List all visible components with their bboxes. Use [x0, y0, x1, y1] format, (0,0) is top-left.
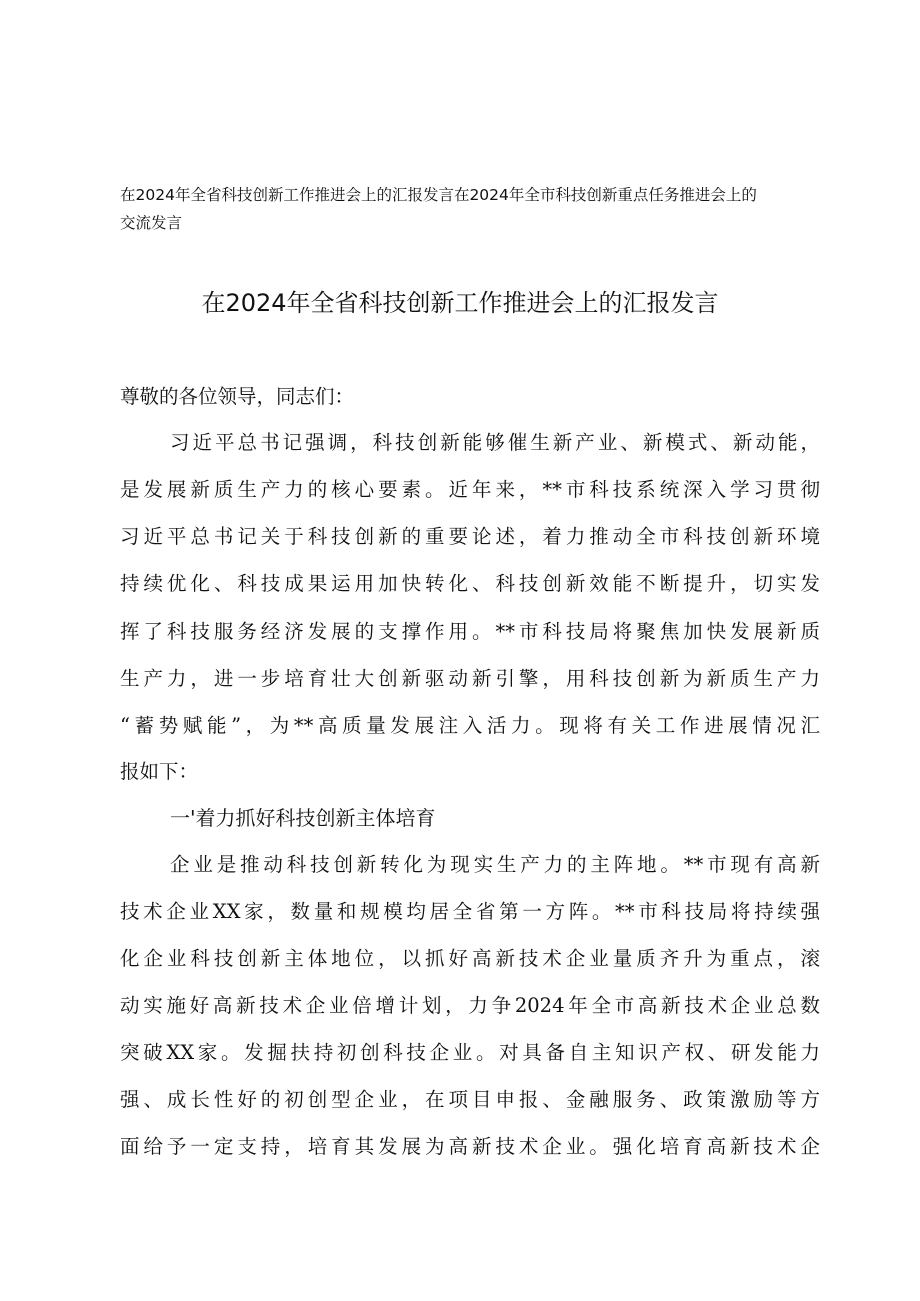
paragraph-2-line: 化企业科技创新主体地位，以抓好高新技术企业量质齐升为重点，滚	[120, 947, 820, 970]
paragraph-1-line: 生产力，进一步培育壮大创新驱动新引擎，用科技创新为新质生产力	[120, 667, 820, 690]
section-heading-1: 一'着力抓好科技创新主体培育	[170, 806, 436, 830]
paragraph-1-line: “蓄势赋能”，为**高质量发展注入活力。现将有关工作进展情况汇	[120, 714, 820, 737]
paragraph-2-line: 动实施好高新技术企业倍增计划，力争2024年全市高新技术企业总数	[120, 994, 820, 1017]
paragraph-1-line: 报如下：	[120, 760, 199, 783]
salutation: 尊敬的各位领导，同志们：	[120, 385, 355, 408]
paragraph-1-line: 挥了科技服务经济发展的支撑作用。**市科技局将聚焦加快发展新质	[120, 620, 820, 643]
header-line-2: 交流发言	[120, 214, 183, 232]
paragraph-1-line: 习近平总书记强调，科技创新能够催生新产业、新模式、新动能，	[170, 431, 820, 454]
paragraph-2-line: 技术企业XX家，数量和规模均居全省第一方阵。**市科技局将持续强	[120, 900, 820, 923]
paragraph-2-line: 面给予一定支持，培育其发展为高新技术企业。强化培育高新技术企	[120, 1135, 820, 1158]
paragraph-1-line: 持续优化、科技成果运用加快转化、科技创新效能不断提升，切实发	[120, 572, 820, 595]
paragraph-2-line: 突破XX家。发掘扶持初创科技企业。对具备自主知识产权、研发能力	[120, 1041, 820, 1064]
paragraph-1-line: 是发展新质生产力的核心要素。近年来，**市科技系统深入学习贯彻	[120, 478, 820, 501]
paragraph-2-line: 强、成长性好的初创型企业，在项目申报、金融服务、政策激励等方	[120, 1088, 820, 1111]
header-line-1: 在2024年全省科技创新工作推进会上的汇报发言在2024年全市科技创新重点任务推进会上的	[120, 186, 757, 204]
paragraph-1-line: 习近平总书记关于科技创新的重要论述，着力推动全市科技创新环境	[120, 525, 820, 548]
paragraph-2-line: 企业是推动科技创新转化为现实生产力的主阵地。**市现有高新	[170, 853, 820, 876]
document-title: 在2024年全省科技创新工作推进会上的汇报发言	[201, 289, 719, 317]
